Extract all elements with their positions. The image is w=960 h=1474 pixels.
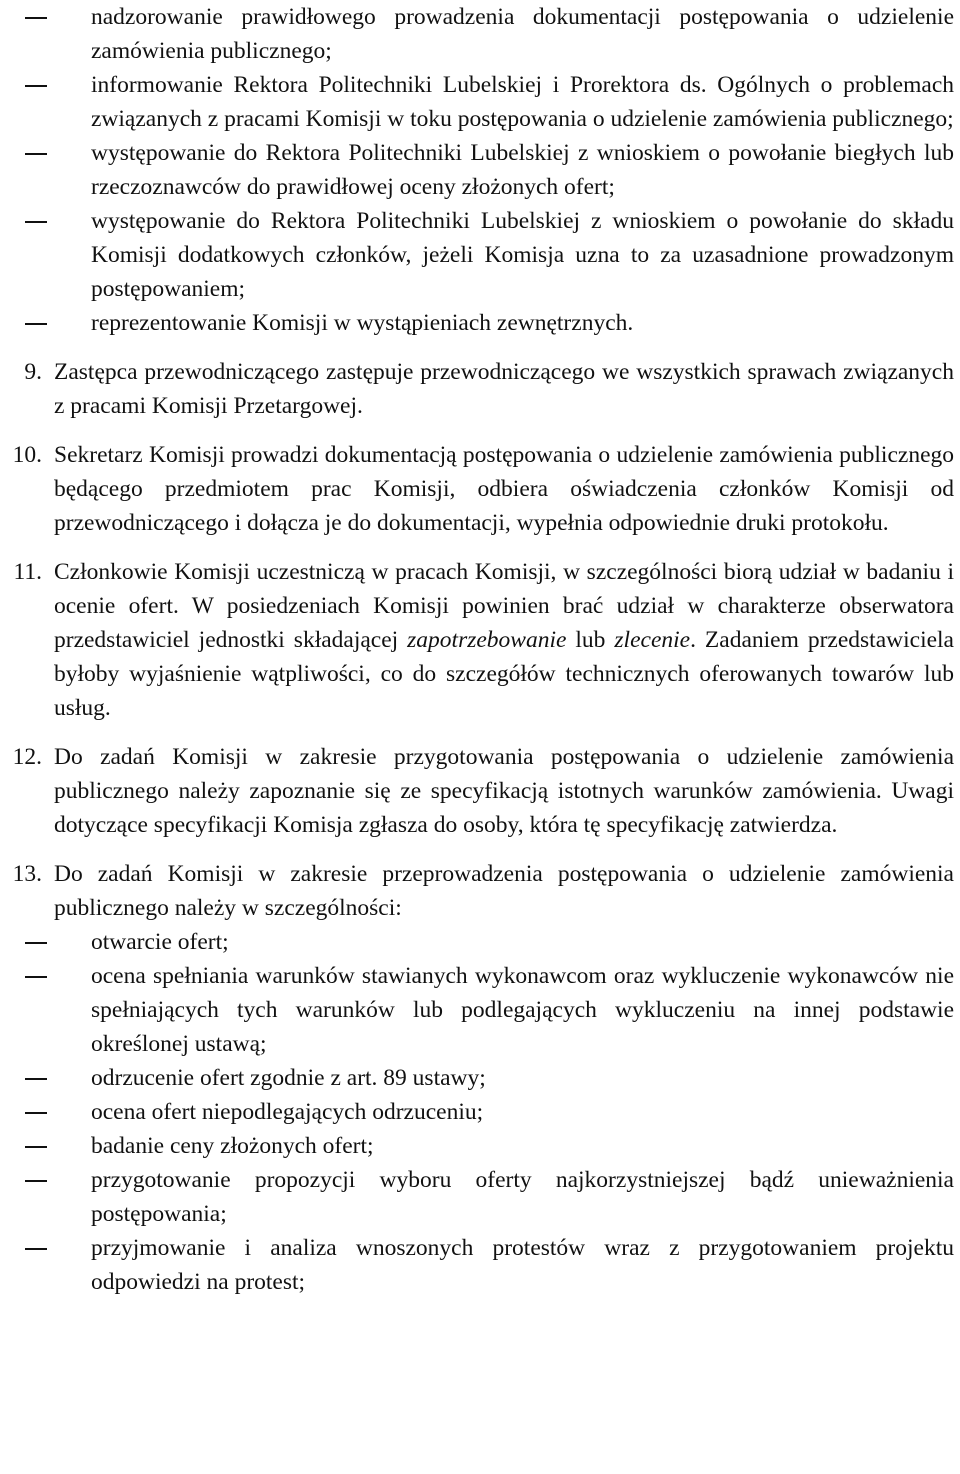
- list-item: ocena ofert niepodlegających odrzuceniu;: [0, 1095, 960, 1129]
- italic-term: zlecenie: [614, 627, 691, 653]
- list-item: reprezentowanie Komisji w wystąpieniach zewnętrznych.: [0, 306, 960, 340]
- duties-list: [0, 0, 960, 340]
- paragraph-number: 9.: [24, 359, 42, 385]
- tasks-list: [0, 925, 960, 1299]
- paragraph-text: [54, 555, 954, 725]
- paragraph-11: [0, 555, 960, 725]
- paragraph-number: 13.: [12, 861, 42, 887]
- list-item: otwarcie ofert;: [0, 925, 960, 959]
- list-item: przyjmowanie i analiza wnoszonych protestów wraz z przygotowaniem projektu odpowiedzi na protest;: [0, 1231, 960, 1299]
- italic-term: zapotrzebowanie: [407, 627, 567, 653]
- list-item: badanie ceny złożonych ofert;: [0, 1129, 960, 1163]
- list-item: występowanie do Rektora Politechniki Lubelskiej z wnioskiem o powołanie do składu Komisji dodatkowych członków, jeżeli Komisja uzna to za uzasadnione prowadzonym postępowaniem;: [0, 204, 960, 306]
- paragraph-text: Sekretarz Komisji prowadzi dokumentacją postępowania o udzielenie zamówienia publicznego będącego przedmiotem prac Komisji, odbiera oświadczenia członków Komisji od przewodniczącego i dołącza je do dokumentacji, wypełnia odpowiednie druki protokołu.: [54, 442, 954, 536]
- list-item: ocena spełniania warunków stawianych wykonawcom oraz wykluczenie wykonawców nie spełniających tych warunków lub podlegających wykluczeniu na innej podstawie określonej ustawą;: [0, 959, 960, 1061]
- list-item: nadzorowanie prawidłowego prowadzenia dokumentacji postępowania o udzielenie zamówienia publicznego;: [0, 0, 960, 68]
- paragraph-text: Zastępca przewodniczącego zastępuje przewodniczącego we wszystkich sprawach związanych z pracami Komisji Przetargowej.: [54, 359, 954, 419]
- list-item: odrzucenie ofert zgodnie z art. 89 ustawy;: [0, 1061, 960, 1095]
- paragraph-number: 10.: [12, 442, 42, 468]
- text-segment: Członkowie Komisji uczestniczą w pracach Komisji, w szczególności biorą udział w badaniu i ocenie ofert. W posiedzeniach Komisji powinien brać udział w charakterze obserwatora przedstawiciel jednostki składającej: [54, 559, 954, 653]
- paragraph-13: [0, 857, 960, 925]
- paragraph-12: [0, 740, 960, 842]
- paragraph-9: [0, 355, 960, 423]
- list-item: przygotowanie propozycji wyboru oferty najkorzystniejszej bądź unieważnienia postępowania;: [0, 1163, 960, 1231]
- text-segment: lub: [575, 627, 606, 653]
- text-segment: . Zadaniem przedstawiciela byłoby wyjaśnienie wątpliwości, co do szczegółów technicznych oferowanych towarów lub usług.: [54, 627, 954, 721]
- paragraph-text: Do zadań Komisji w zakresie przygotowania postępowania o udzielenie zamówienia publicznego należy zapoznanie się ze specyfikacją istotnych warunków zamówienia. Uwagi dotyczące specyfikacji Komisja zgłasza do osoby, która tę specyfikację zatwierdza.: [54, 744, 954, 838]
- list-item: informowanie Rektora Politechniki Lubelskiej i Prorektora ds. Ogólnych o problemach związanych z pracami Komisji w toku postępowania o udzielenie zamówienia publicznego;: [0, 68, 960, 136]
- list-item: występowanie do Rektora Politechniki Lubelskiej z wnioskiem o powołanie biegłych lub rzeczoznawców do prawidłowej oceny złożonych ofert;: [0, 136, 960, 204]
- paragraph-text: Do zadań Komisji w zakresie przeprowadzenia postępowania o udzielenie zamówienia publicznego należy w szczególności:: [54, 861, 954, 921]
- paragraph-number: 12.: [12, 744, 42, 770]
- paragraph-10: [0, 438, 960, 540]
- paragraph-number: 11.: [13, 559, 42, 585]
